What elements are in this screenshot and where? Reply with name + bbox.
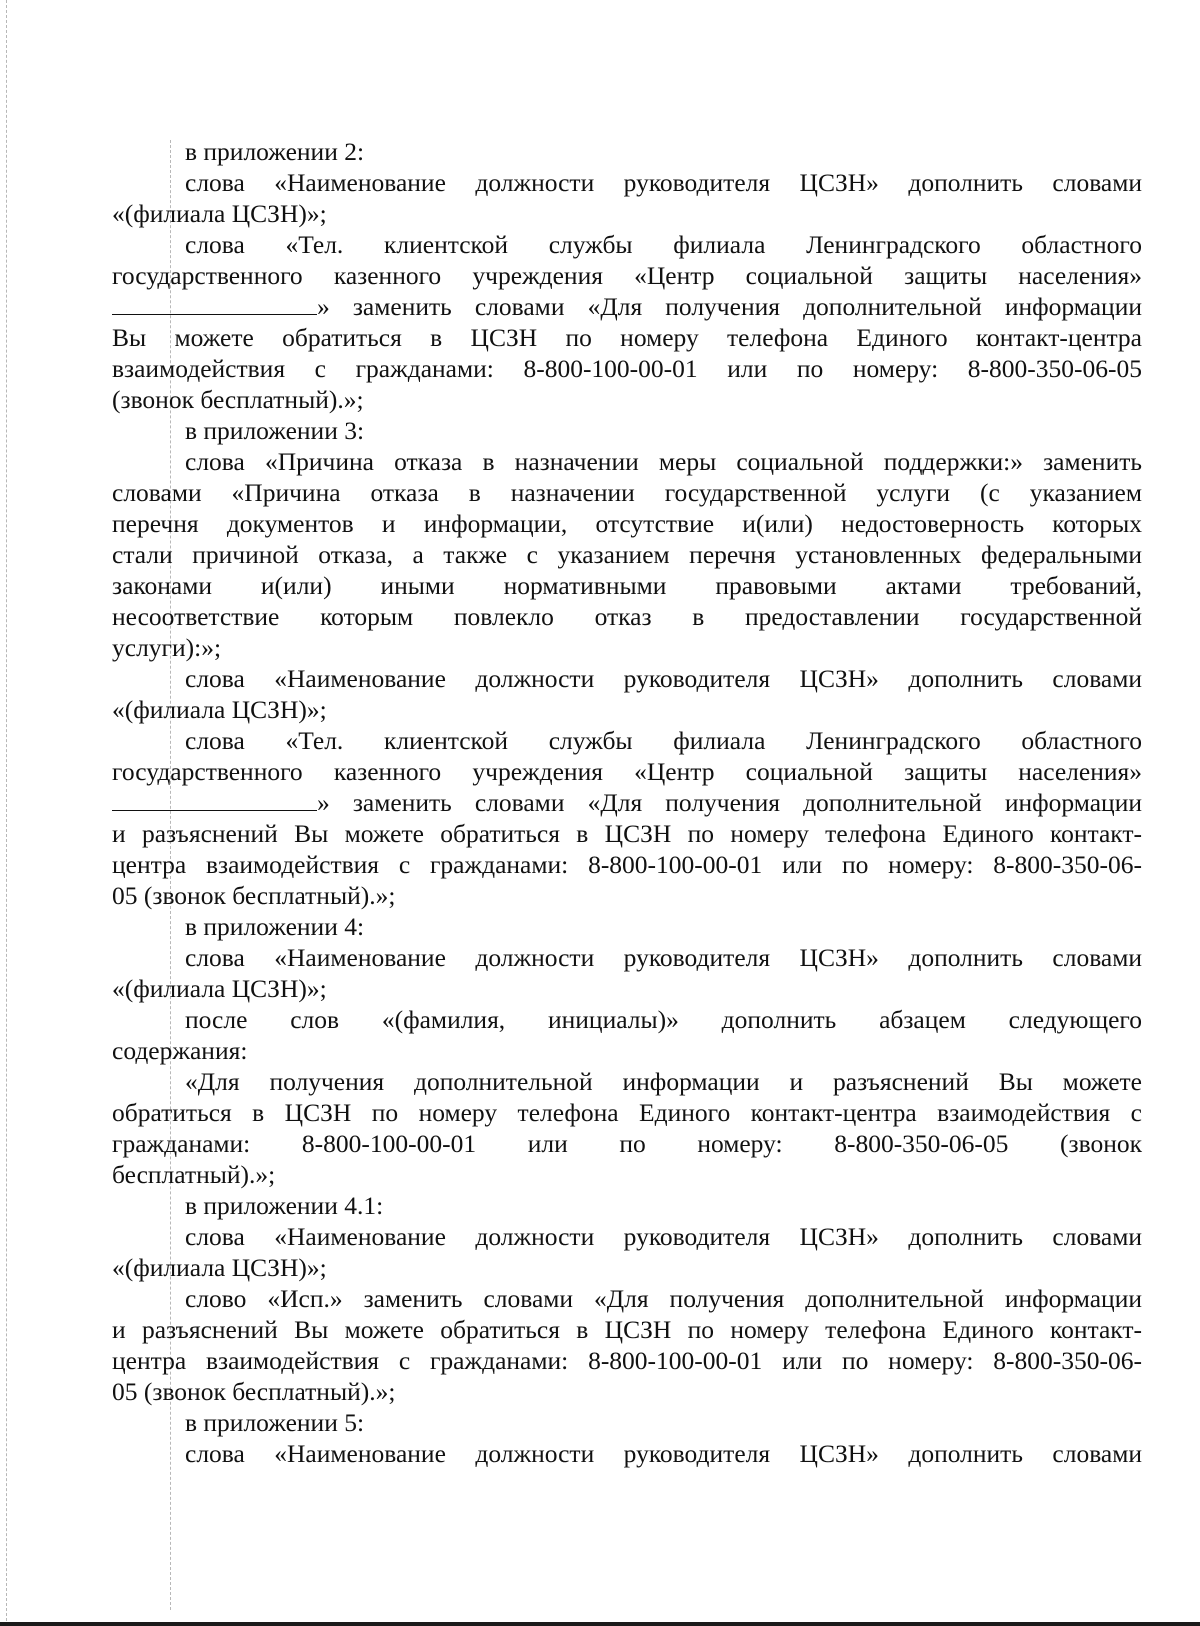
text-line-with-blank bbox=[112, 787, 1142, 818]
text-line: «(филиала ЦСЗН)»; bbox=[112, 974, 327, 1003]
text-line: государственного казенного учреждения «Центр социальной защиты населения» bbox=[112, 261, 1142, 290]
text-line: центра взаимодействия с гражданами: 8-800-100-00-01 или по номеру: 8-800-350-06- bbox=[112, 1346, 1142, 1375]
text-line: стали причиной отказа, а также с указанием перечня установленных федеральными bbox=[112, 540, 1142, 569]
text-line: слова «Тел. клиентской службы филиала Ленинградского областного bbox=[185, 726, 1142, 755]
text-line: в приложении 3: bbox=[185, 416, 365, 445]
text-line: словами «Причина отказа в назначении государственной услуги (с указанием bbox=[112, 478, 1142, 507]
text-line: слова «Наименование должности руководителя ЦСЗН» дополнить словами bbox=[185, 168, 1142, 197]
text-line: содержания: bbox=[112, 1036, 248, 1065]
text-line: несоответствие которым повлекло отказ в предоставлении государственной bbox=[112, 602, 1142, 631]
text-line: «(филиала ЦСЗН)»; bbox=[112, 1253, 327, 1282]
text-line: слова «Наименование должности руководителя ЦСЗН» дополнить словами bbox=[185, 943, 1142, 972]
text-line: в приложении 2: bbox=[185, 137, 365, 166]
text-line: в приложении 5: bbox=[185, 1408, 365, 1437]
scan-artifact-bottom-edge bbox=[0, 1622, 1200, 1626]
text-line: «Для получения дополнительной информации и разъяснений Вы можете bbox=[185, 1067, 1142, 1096]
text-line: и разъяснений Вы можете обратиться в ЦСЗН по номеру телефона Единого контакт- bbox=[112, 819, 1142, 848]
text-line: центра взаимодействия с гражданами: 8-800-100-00-01 или по номеру: 8-800-350-06- bbox=[112, 850, 1142, 879]
text-line: «(филиала ЦСЗН)»; bbox=[112, 695, 327, 724]
text-line: и разъяснений Вы можете обратиться в ЦСЗН по номеру телефона Единого контакт- bbox=[112, 1315, 1142, 1344]
text-line: законами и(или) иными нормативными правовыми актами требований, bbox=[112, 571, 1142, 600]
document-body bbox=[112, 136, 1142, 1469]
text-line: бесплатный).»; bbox=[112, 1160, 276, 1189]
text-line: перечня документов и информации, отсутствие и(или) недостоверность которых bbox=[112, 509, 1142, 538]
text-line: государственного казенного учреждения «Центр социальной защиты населения» bbox=[112, 757, 1142, 786]
text-line: слова «Тел. клиентской службы филиала Ленинградского областного bbox=[185, 230, 1142, 259]
text-line: гражданами: 8-800-100-00-01 или по номеру: 8-800-350-06-05 (звонок bbox=[112, 1129, 1142, 1158]
text-line: слова «Причина отказа в назначении меры социальной поддержки:» заменить bbox=[185, 447, 1142, 476]
text-line: (звонок бесплатный).»; bbox=[112, 385, 364, 414]
text-line: в приложении 4.1: bbox=[185, 1191, 384, 1220]
text-line: взаимодействия с гражданами: 8-800-100-00-01 или по номеру: 8-800-350-06-05 bbox=[112, 354, 1142, 383]
text-line: слова «Наименование должности руководителя ЦСЗН» дополнить словами bbox=[185, 1222, 1142, 1251]
text-line: слова «Наименование должности руководителя ЦСЗН» дополнить словами bbox=[185, 1439, 1142, 1468]
fill-in-blank bbox=[112, 292, 317, 315]
text-line: обратиться в ЦСЗН по номеру телефона Единого контакт-центра взаимодействия с bbox=[112, 1098, 1142, 1127]
text-line: услуги):»; bbox=[112, 633, 222, 662]
text-line: в приложении 4: bbox=[185, 912, 365, 941]
text-fragment: » заменить словами «Для получения дополнительной информации bbox=[317, 788, 1142, 817]
text-line: 05 (звонок бесплатный).»; bbox=[112, 1377, 396, 1406]
text-line-with-blank bbox=[112, 291, 1142, 322]
text-line: «(филиала ЦСЗН)»; bbox=[112, 199, 327, 228]
scan-artifact-left-edge bbox=[6, 0, 8, 1626]
text-line: слово «Исп.» заменить словами «Для получения дополнительной информации bbox=[185, 1284, 1142, 1313]
text-line: Вы можете обратиться в ЦСЗН по номеру телефона Единого контакт-центра bbox=[112, 323, 1142, 352]
text-fragment: » заменить словами «Для получения дополнительной информации bbox=[317, 292, 1142, 321]
text-line: после слов «(фамилия, инициалы)» дополнить абзацем следующего bbox=[185, 1005, 1142, 1034]
text-line: 05 (звонок бесплатный).»; bbox=[112, 881, 396, 910]
fill-in-blank bbox=[112, 788, 317, 811]
text-line: слова «Наименование должности руководителя ЦСЗН» дополнить словами bbox=[185, 664, 1142, 693]
